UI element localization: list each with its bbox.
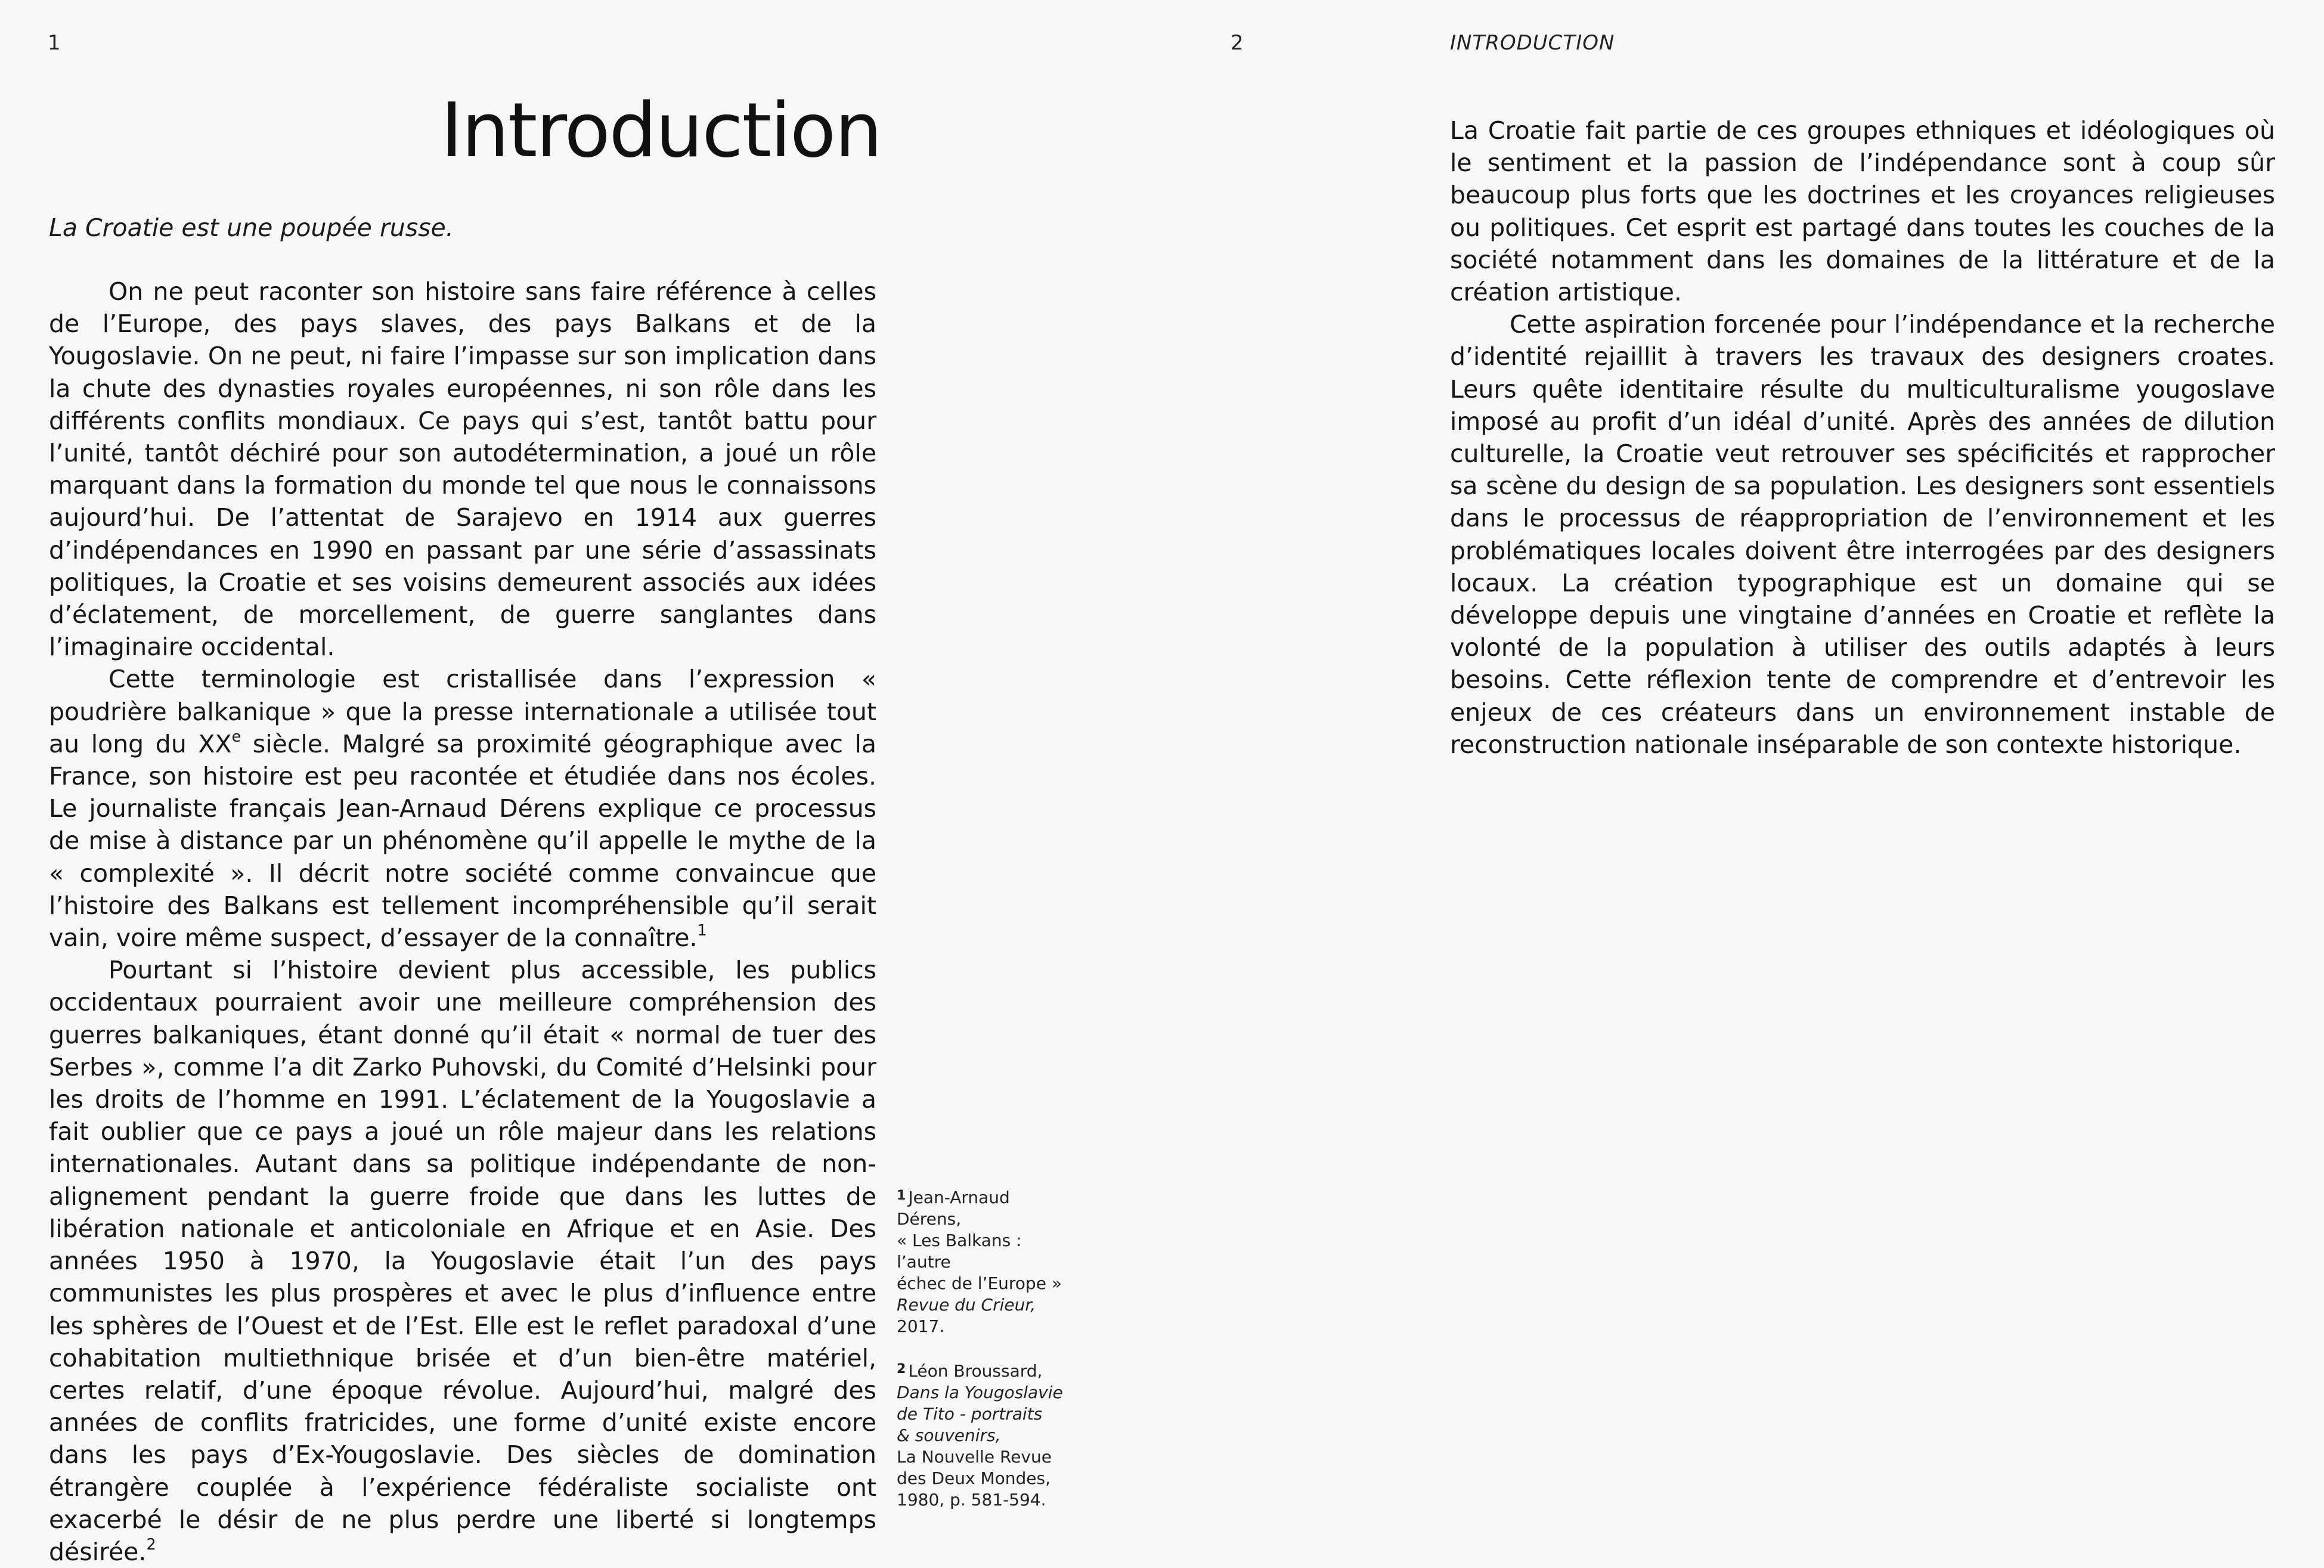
footnote: $^1$ Jean-Arnaud Dérens, « Les Balkans : l’autre échec de l’Europe » Revue du Crieur, 2017. xyxy=(897,1188,1062,1336)
paragraph: Cette terminologie est cristallisée dans l’expression « poudrière balkanique » que la presse internationale a utilisée tout au long du XXe siècle. Malgré sa proximité géographique avec la France, son histoire est peu racontée et étudiée dans nos écoles. Le journaliste français Jean-Arnaud Dérens explique ce processus de mise à distance par un phénomène qu’il appelle le mythe de la « complexité ». Il décrit notre société comme convaincue que l’histoire des Balkans est tellement incompréhensible qu’il serait vain, voire même suspect, d’essayer de la connaître.$^1$ xyxy=(49,665,876,953)
paragraph: La Croatie fait partie de ces groupes ethniques et idéologiques où le sentiment et la passion de l’indépendance sont à coup sûr beaucoup plus forts que les doctrines et les croyances religieuses ou politiques. Cet esprit est partagé dans toutes les couches de la société notamment dans les domaines de la littérature et de la création artistique. xyxy=(1450,116,2275,307)
footnotes xyxy=(897,1185,1076,1532)
footnote: $^2$ Léon Broussard, Dans la Yougoslavie de Tito - portraits & souvenirs, La Nouvelle Revue des Deux Mondes, 1980, p. 581-594. xyxy=(897,1361,1063,1510)
paragraph: Pourtant si l’histoire devient plus accessible, les publics occidentaux pourraient avoir une meilleure compréhension des guerres balkaniques, étant donné qu’il était « normal de tuer des Serbes », comme l’a dit Zarko Puhovski, du Comité d’Helsinki pour les droits de l’homme en 1991. L’éclatement de la Yougoslavie a fait oublier que ce pays a joué un rôle majeur dans les relations internationales. Autant dans sa politique indépendante de non-alignement pendant la guerre froide que dans les luttes de libération nationale et anticoloniale en Afrique et en Asie. Des années 1950 à 1970, la Yougoslavie était l’un des pays communistes les plus prospères et avec le plus d’influence entre les sphères de l’Ouest et de l’Est. Elle est le reflet paradoxal d’une cohabitation multiethnique brisée et d’un bien-être matériel, certes relatif, d’une époque révolue. Aujourd’hui, malgré des années de conflits fratricides, une forme d’unité existe encore dans les pays d’Ex-Yougoslavie. Des siècles de domination étrangère couplée à l’expérience fédéraliste socialiste ont exacerbé le désir de ne plus perdre une liberté si longtemps désirée.$^2$ xyxy=(49,956,876,1566)
footnote-number: 1 xyxy=(897,1188,906,1203)
superscript: e xyxy=(231,727,241,746)
page-number-right: 2 xyxy=(1231,31,1244,55)
epigraph: La Croatie est une poupée russe. xyxy=(49,213,454,242)
page-title: Introduction xyxy=(440,86,881,174)
footnote-ref: 1 xyxy=(697,921,707,940)
footnote-number: 2 xyxy=(897,1362,906,1377)
right-body-text xyxy=(1450,114,2275,761)
paragraph: Cette aspiration forcenée pour l’indépendance et la recherche d’identité rejaillit à travers les travaux des designers croates. Leurs quête identitaire résulte du multiculturalisme yougoslave imposé au profit d’un idéal d’unité. Après des années de dilution culturelle, la Croatie veut retrouver ses spécificités et rapprocher sa scène du design de sa population. Les designers sont essentiels dans le processus de réappropriation de l’environnement et les problématiques locales doivent être interrogées par des designers locaux. La création typographique est un domaine qui se développe depuis une vingtaine d’années en Croatie et reflète la volonté de la population à utiliser des outils adaptés à leurs besoins. Cette réflexion tente de comprendre et d’entrevoir les enjeux de ces créateurs dans un environnement instable de reconstruction nationale inséparable de son contexte historique. xyxy=(1450,310,2275,759)
paragraph: On ne peut raconter son histoire sans faire référence à celles de l’Europe, des pays slaves, des pays Balkans et de la Yougoslavie. On ne peut, ni faire l’impasse sur son implication dans la chute des dynasties royales européennes, ni son rôle dans les différents conflits mondiaux. Ce pays qui s’est, tantôt battu pour l’unité, tantôt déchiré pour son autodétermination, a joué un rôle marquant dans la formation du monde tel que nous le connaissons aujourd’hui. De l’attentat de Sarajevo en 1914 aux guerres d’indépendances en 1990 en passant par une série d’assassinats politiques, la Croatie et ses voisins demeurent associés aux idées d’éclatement, de morcellement, de guerre sanglantes dans l’imaginaire occidental. xyxy=(49,277,876,662)
left-body-text xyxy=(49,275,876,1568)
page-number-left: 1 xyxy=(48,31,61,55)
running-head: INTRODUCTION xyxy=(1450,31,1615,55)
footnote-ref: 2 xyxy=(146,1535,156,1554)
